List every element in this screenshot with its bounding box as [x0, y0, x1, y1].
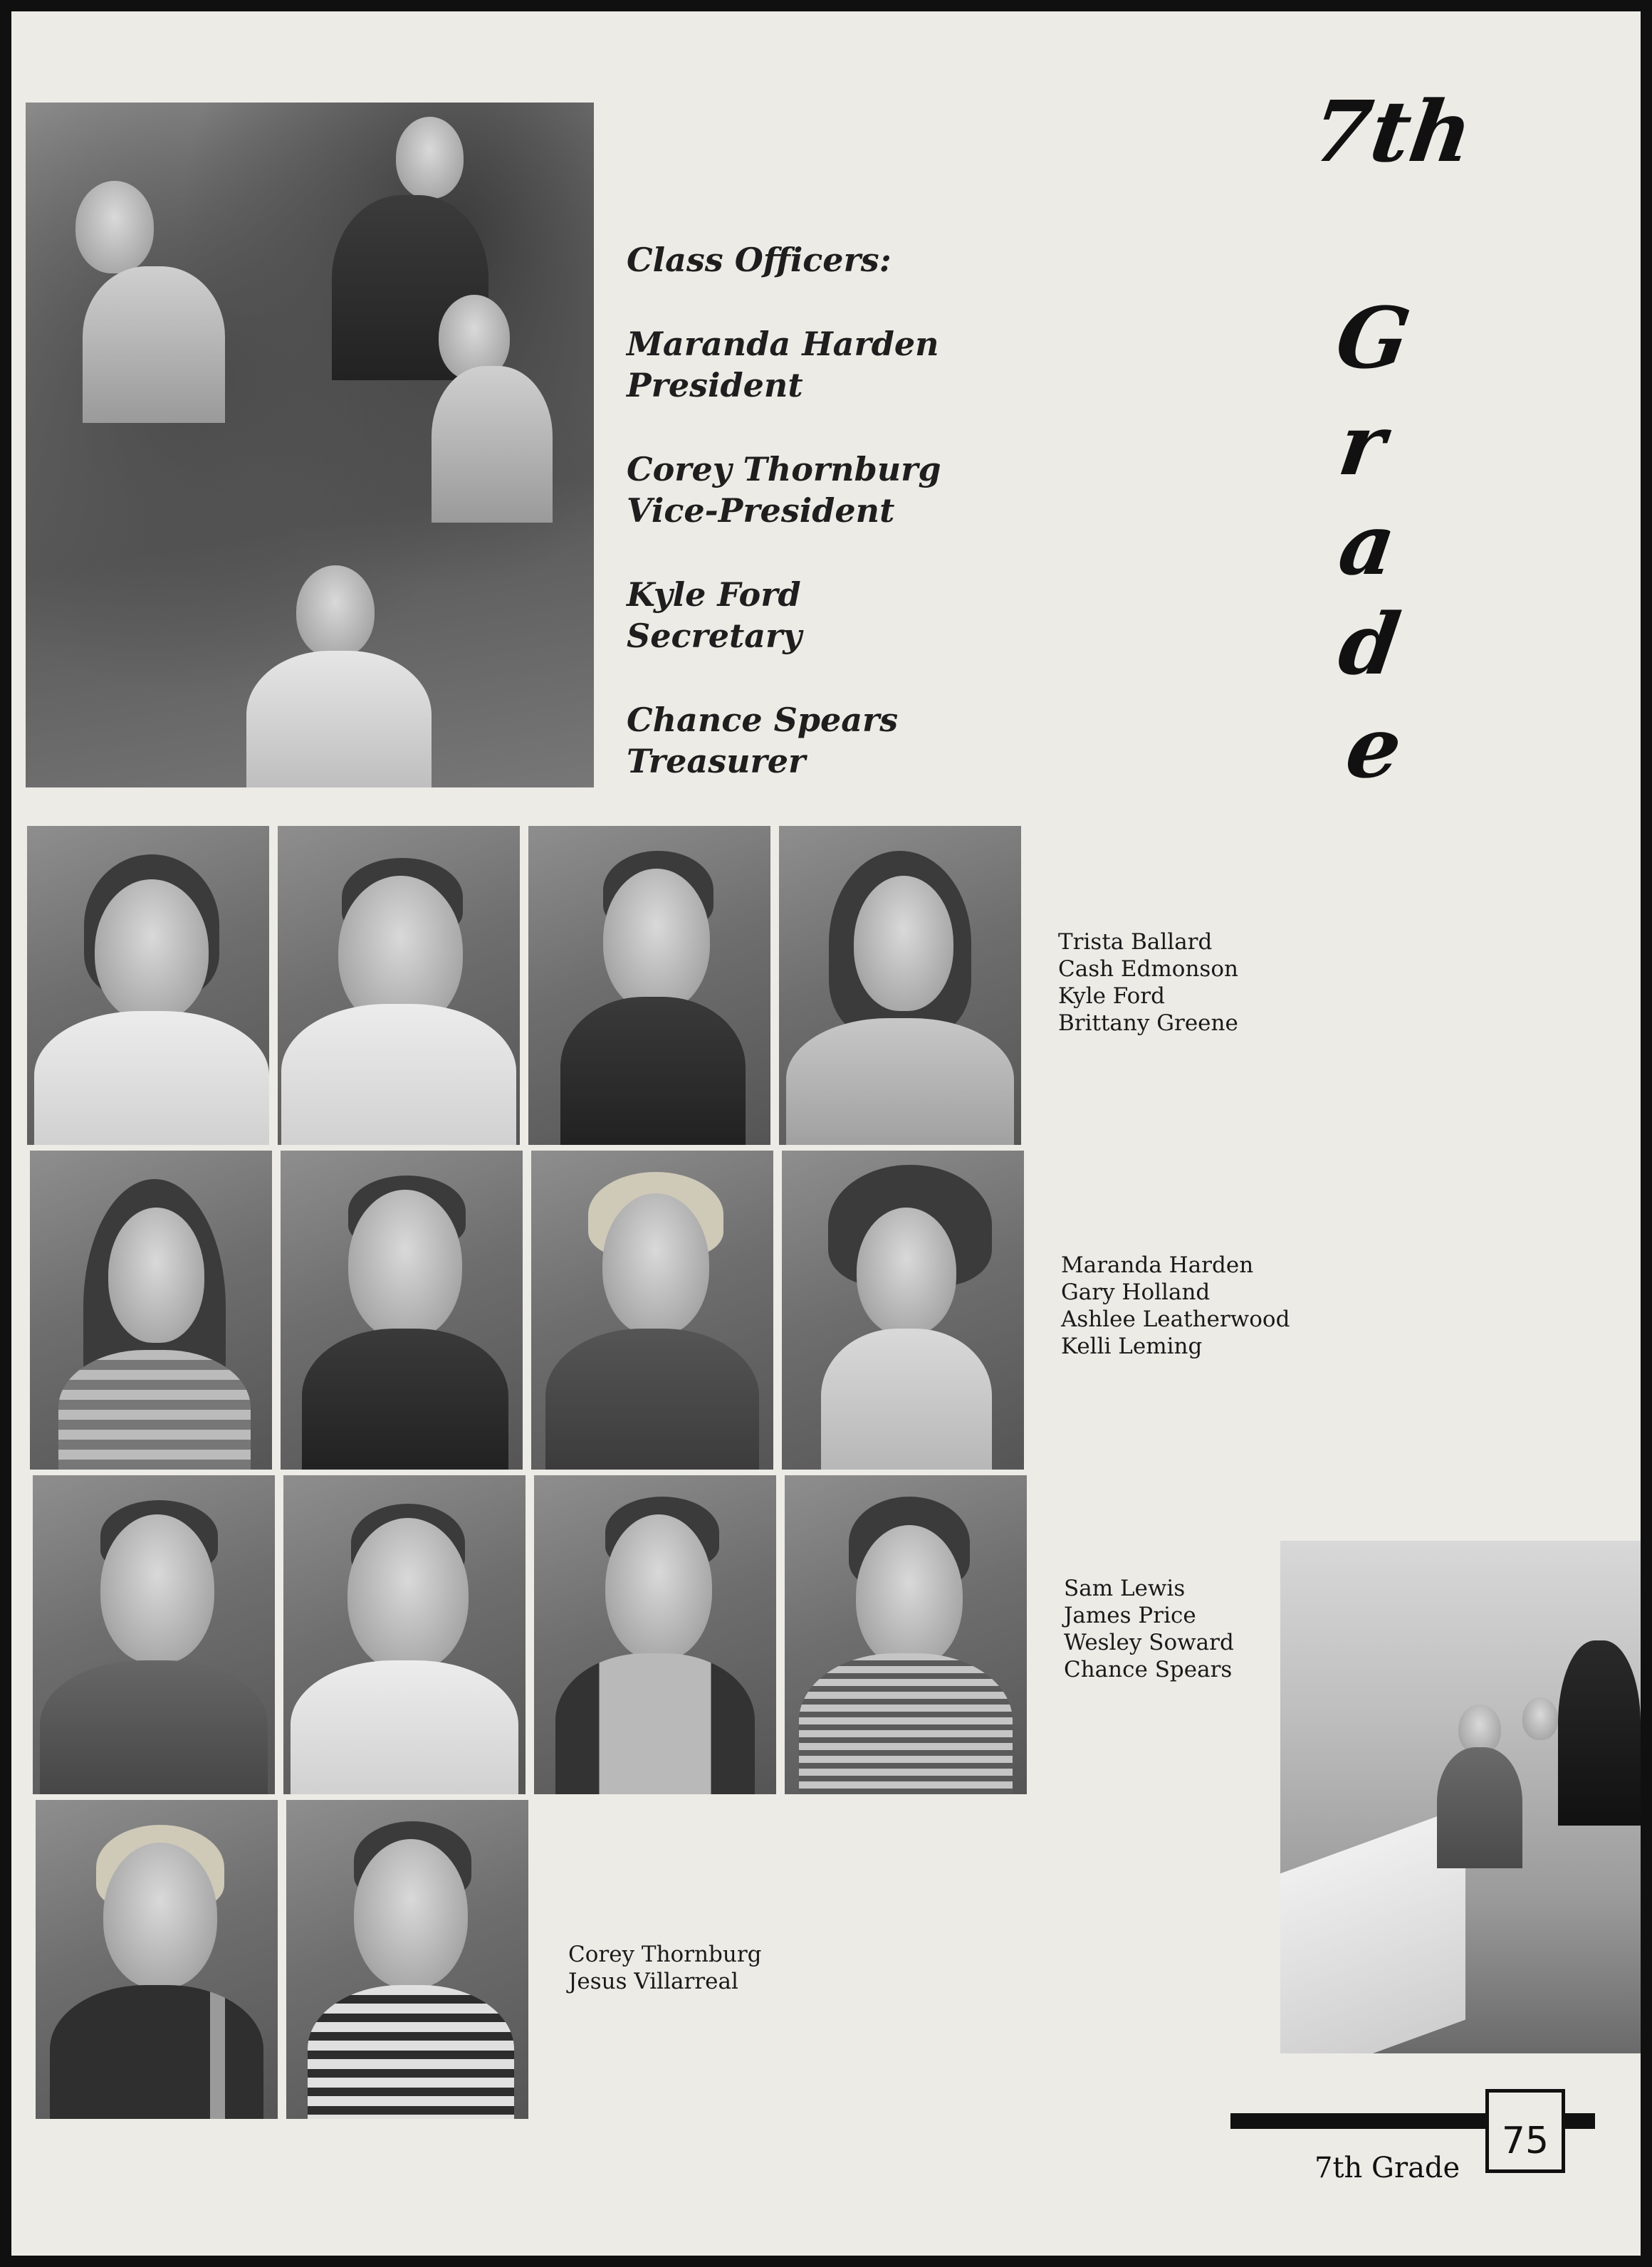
- student-name: Trista Ballard: [1058, 929, 1213, 955]
- student-portrait: [278, 826, 520, 1145]
- classroom-photo: [1280, 1541, 1641, 2053]
- officer-name: Kyle Ford: [627, 575, 801, 614]
- student-portrait: [286, 1800, 528, 2119]
- student-name: Brittany Greene: [1058, 1010, 1238, 1036]
- student-name: Chance Spears: [1064, 1657, 1233, 1682]
- student-name: Kelli Leming: [1061, 1334, 1203, 1359]
- student-name: Kyle Ford: [1058, 983, 1165, 1009]
- page-number: 75: [1485, 2089, 1565, 2173]
- student-portrait: [534, 1475, 776, 1794]
- title-letter: d: [1333, 595, 1406, 693]
- title-letter: a: [1333, 495, 1402, 594]
- portrait-names: [1064, 1575, 1234, 1683]
- student-name: Sam Lewis: [1064, 1576, 1186, 1601]
- student-name: Wesley Soward: [1064, 1630, 1234, 1655]
- student-portrait: [33, 1475, 275, 1794]
- title-grade-number: 7th: [1306, 82, 1479, 181]
- portrait-names: [568, 1941, 761, 1995]
- officer-name: Chance Spears: [627, 701, 899, 739]
- student-portrait: [785, 1475, 1027, 1794]
- title-letter: r: [1333, 395, 1392, 494]
- student-name: Cash Edmonson: [1058, 956, 1238, 982]
- student-portrait: [782, 1151, 1024, 1470]
- portrait-names: [1061, 1252, 1290, 1360]
- student-name: Jesus Villarreal: [568, 1969, 738, 1994]
- student-portrait: [30, 1151, 272, 1470]
- student-name: James Price: [1064, 1603, 1196, 1628]
- yearbook-page: [11, 11, 1641, 2256]
- student-portrait: [528, 826, 770, 1145]
- officer-role: Treasurer: [627, 742, 806, 780]
- student-portrait: [283, 1475, 526, 1794]
- student-name: Maranda Harden: [1061, 1252, 1254, 1278]
- officer-role: President: [627, 366, 803, 404]
- officers-heading: Class Officers:: [627, 241, 892, 279]
- portrait-names: [1058, 928, 1238, 1037]
- footer-section-label: 7th Grade: [1314, 2152, 1460, 2184]
- title-letter: e: [1340, 698, 1408, 797]
- officer-role: Vice-President: [627, 491, 895, 530]
- officer-role: Secretary: [627, 617, 803, 655]
- student-portrait: [27, 826, 269, 1145]
- class-officers-photo: [26, 103, 594, 787]
- student-name: Ashlee Leatherwood: [1061, 1307, 1290, 1332]
- student-name: Corey Thornburg: [568, 1942, 762, 1967]
- student-portrait: [36, 1800, 278, 2119]
- student-name: Gary Holland: [1061, 1279, 1211, 1305]
- title-letter: G: [1330, 288, 1416, 387]
- student-portrait: [531, 1151, 773, 1470]
- class-officers-list: [627, 239, 941, 782]
- student-portrait: [779, 826, 1021, 1145]
- officer-name: Corey Thornburg: [627, 450, 941, 488]
- student-portrait: [281, 1151, 523, 1470]
- officer-name: Maranda Harden: [627, 325, 939, 363]
